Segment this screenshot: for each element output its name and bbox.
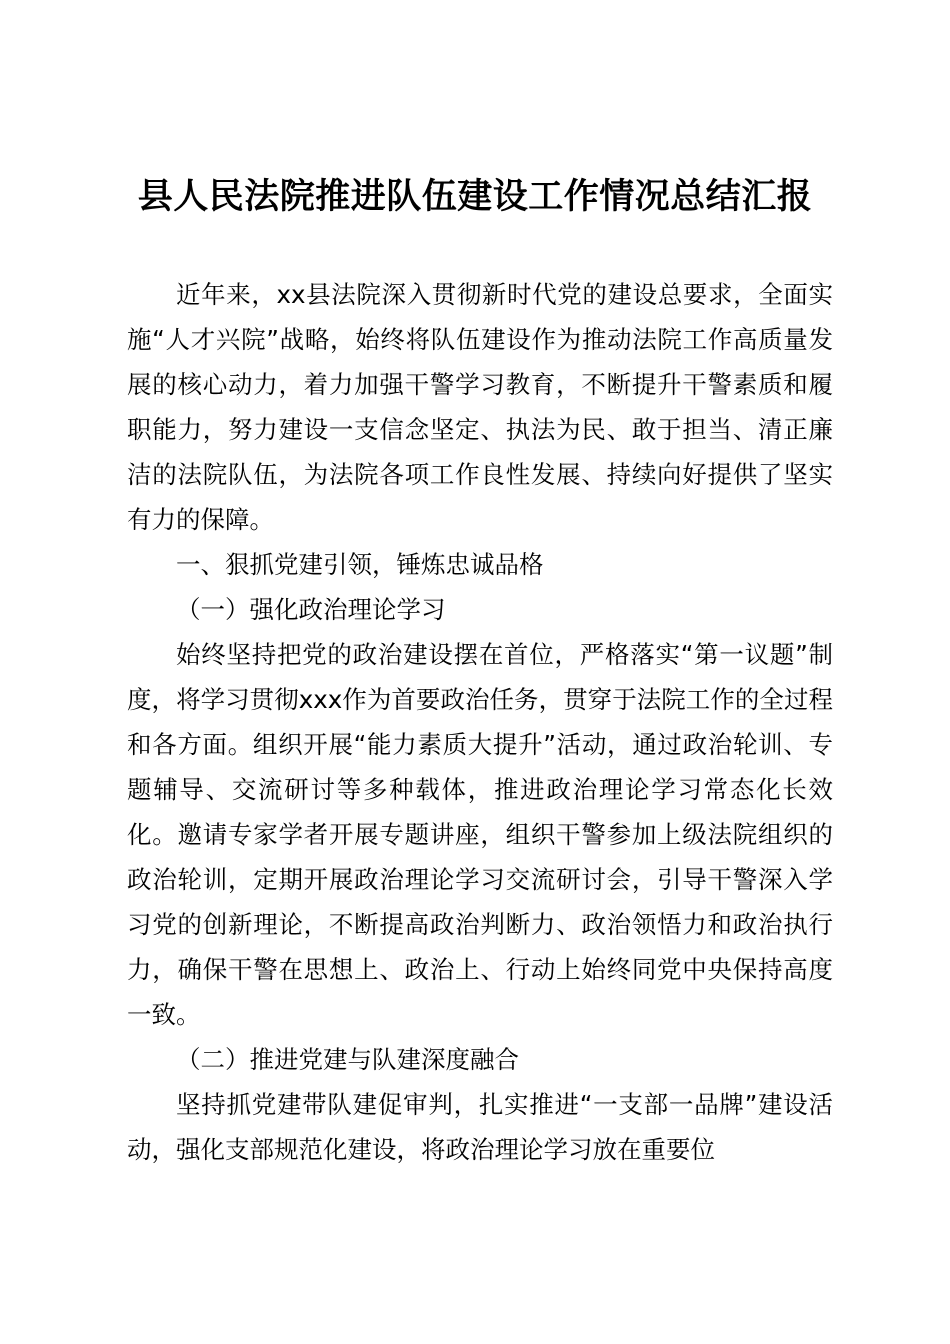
intro-paragraph: 近年来，xx县法院深入贯彻新时代党的建设总要求，全面实施“人才兴院”战略，始终将队伍建设作为推动法院工作高质量发展的核心动力，着力加强干警学习教育，不断提升干警素质和履职能力，努力建设一支信念坚定、执法为民、敢于担当、清正廉洁的法院队伍，为法院各项工作良性发展、持续向好提供了坚实有力的保障。: [127, 280, 833, 534]
subsection-heading-2: （二）推进党建与队建深度融合: [176, 1045, 519, 1074]
section-heading-1: 一、狠抓党建引领，锤炼忠诚品格: [176, 550, 544, 579]
body-paragraph-1: 始终坚持把党的政治建设摆在首位，严格落实“第一议题”制度，将学习贯彻xxx作为首要政治任务，贯穿于法院工作的全过程和各方面。组织开展“能力素质大提升”活动，通过政治轮训、专题辅导、交流研讨等多种载体，推进政治理论学习常态化长效化。邀请专家学者开展专题讲座，组织干警参加上级法院组织的政治轮训，定期开展政治理论学习交流研讨会，引导干警深入学习党的创新理论，不断提高政治判断力、政治领悟力和政治执行力，确保干警在思想上、政治上、行动上始终同党中央保持高度一致。: [127, 640, 833, 1029]
subsection-heading-1: （一）强化政治理论学习: [176, 595, 446, 624]
body-paragraph-2: 坚持抓党建带队建促审判，扎实推进“一支部一品牌”建设活动，强化支部规范化建设，将政治理论学习放在重要位: [127, 1090, 833, 1164]
document-title: 县人民法院推进队伍建设工作情况总结汇报: [137, 177, 813, 217]
document-body: [127, 272, 833, 1172]
